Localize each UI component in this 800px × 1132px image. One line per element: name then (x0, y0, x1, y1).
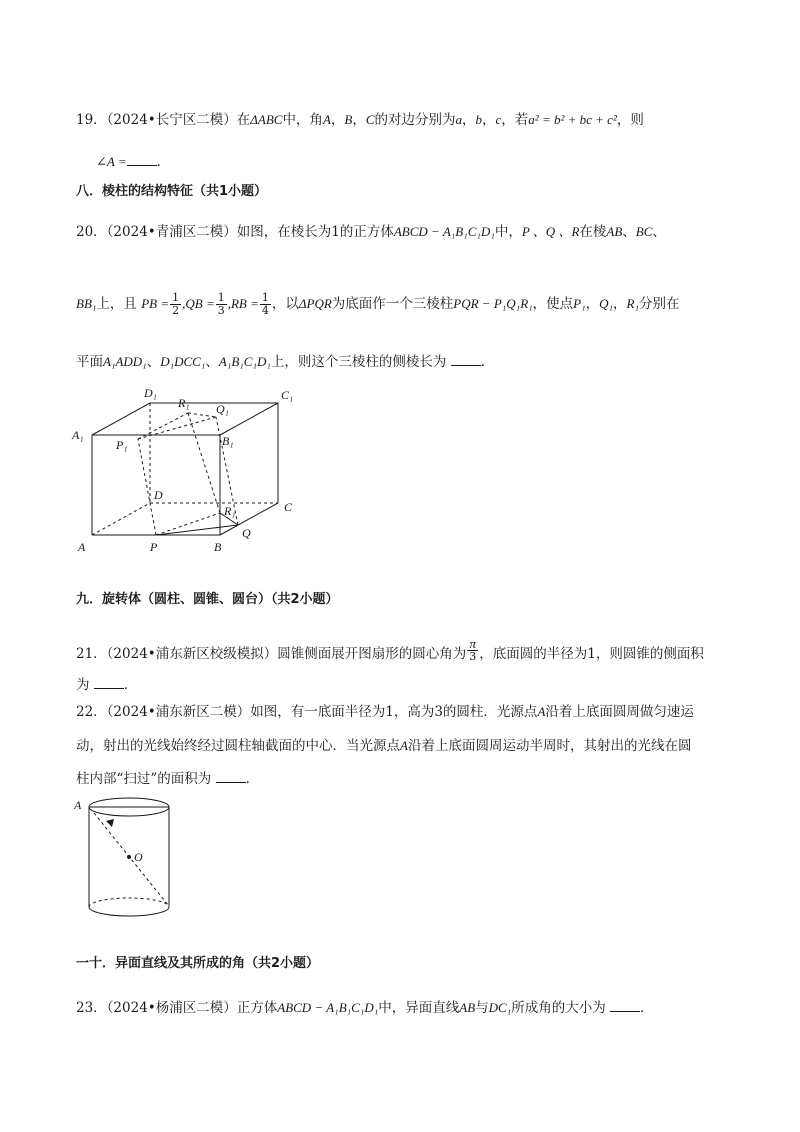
q20-on-end: 上，且 (96, 296, 137, 312)
q20-plane-2: D₁DCC₁ (160, 354, 206, 369)
q23-edge-dc1: DC₁ (488, 1000, 512, 1015)
q19-then: ，则 (616, 112, 644, 128)
q20-make: ，使点 (532, 296, 574, 312)
cylinder-bottom-front (89, 907, 169, 916)
q19-side-b: b (475, 112, 483, 127)
q20-p1: P₁ (573, 296, 586, 311)
question-22-line-3 (76, 769, 259, 789)
q19-source: 19．（2024•长宁区二模）在 (76, 112, 251, 128)
q19-text-2: 的对边分别为 (374, 112, 456, 128)
question-19-line-2 (96, 152, 170, 172)
q19-side-a: a (455, 112, 463, 127)
q23-end: ． (640, 1000, 654, 1016)
question-21-line-1 (76, 638, 704, 664)
light-ray (94, 813, 168, 905)
q22-text-1: 22．（2024•浦东新区二模）如图，有一底面半径为1，高为3的圆柱．光源点 (76, 704, 538, 720)
q20-source: 20．（2024•青浦区二模）如图，在棱长为1的正方体 (76, 224, 394, 240)
q20-rb-fraction (260, 292, 271, 317)
q19-angle-b: B (344, 112, 353, 127)
q21-line2: 为 (76, 677, 90, 693)
q21-fraction (467, 638, 478, 663)
label-r: R₁ (224, 504, 236, 518)
q20-qb: ,QB = (182, 296, 215, 311)
center-point (127, 855, 131, 859)
q20-qb-den: 3 (217, 304, 225, 317)
edge-pr (156, 513, 220, 535)
q20-pb: PB = (141, 296, 170, 311)
section-9-heading: 九．旋转体（圆柱、圆锥、圆台）（共2小题） (76, 592, 339, 607)
q19-equation: a² = b² + bc + c² (528, 112, 617, 127)
q20-q1: Q₁ (599, 296, 614, 311)
q23-rest: 所成角的大小为 (511, 1000, 606, 1016)
q19-angle-a: A (322, 112, 331, 127)
q23-cube: ABCD − A₁B₁C₁D₁ (277, 1000, 379, 1015)
question-21-line-2 (76, 675, 137, 695)
q21-source: 21．（2024•浦东新区校级模拟）圆锥侧面展开图扇形的圆心角为 (76, 646, 467, 662)
question-22-line-1 (76, 702, 694, 722)
edge-pp1 (138, 439, 156, 535)
q20-rb-num: 1 (261, 291, 269, 304)
question-20-line-1: 20．（2024•青浦区二模）如图，在棱长为1的正方体ABCD − A₁B₁C₁D₁中，P 、Q 、R在棱AB、BC、 (76, 224, 666, 240)
q20-cube: ABCD − A₁B₁C₁D₁ (393, 224, 495, 239)
q19-triangle: ΔABC (250, 112, 283, 127)
q20-qb-fraction (216, 292, 227, 317)
q20-pb-fraction (170, 292, 181, 317)
label-p1: P₁ (116, 438, 128, 452)
q19-side-c: c (495, 112, 502, 127)
label-a: A (74, 798, 82, 812)
label-c1: C₁ (281, 388, 294, 402)
q20-edge-bb1: BB₁ (76, 296, 97, 311)
q20-text: 中， (494, 224, 522, 240)
q21-frac-den: 3 (469, 650, 477, 663)
q20-take: ，以 (271, 296, 299, 312)
q20-answer-blank[interactable] (451, 353, 481, 366)
label-o: O (134, 850, 143, 864)
edge-pq (156, 525, 238, 535)
q19-angle-c: C (365, 112, 375, 127)
q20-on: 在棱 (579, 224, 607, 240)
question-23-line-1 (76, 998, 654, 1018)
q20-points: P 、Q 、R (521, 224, 580, 239)
label-b1: B₁ (222, 434, 234, 448)
section-10-heading: 一十．异面直线及其所成的角（共2小题） (76, 956, 320, 971)
q21-answer-blank[interactable] (94, 676, 124, 689)
label-d1: D₁ (144, 386, 157, 400)
q19-answer-prefix: ∠A = (96, 154, 127, 169)
label-p: P (150, 540, 158, 554)
q19-if: ，若 (501, 112, 529, 128)
cylinder-figure (70, 795, 190, 925)
q21-end: ． (123, 677, 138, 693)
label-q: Q (242, 526, 251, 540)
arrow-icon (106, 819, 114, 827)
q20-rb: ,RB = (227, 296, 259, 311)
edge-rr1 (188, 413, 220, 513)
q22-text-3: 柱内部“扫过”的面积为 (76, 771, 212, 787)
q21-rest: ，底面圆的半径为1，则圆锥的侧面积 (479, 646, 704, 662)
q20-pb-num: 1 (172, 291, 180, 304)
q23-with: 与 (475, 1000, 489, 1016)
question-20-line-3: 平面A₁ADD₁、D₁DCC₁、A₁B₁C₁D₁上，则这个三棱柱的侧棱长为 ． (76, 354, 495, 370)
q20-plane-post: 上，则这个三棱柱的侧棱长为 (270, 354, 447, 370)
q20-triangle: ΔPQR (298, 296, 332, 311)
q22-end: ． (245, 771, 260, 787)
q19-end: ． (156, 154, 171, 170)
q23-mid: 中，异面直线 (378, 1000, 460, 1016)
q20-edge-ab: AB (606, 224, 623, 239)
q23-edge-ab: AB (459, 1000, 476, 1015)
q20-prism: PQR − P₁Q₁R₁ (453, 296, 533, 311)
q22-text-2: 动，射出的光线始终经过圆柱轴截面的中心．当光源点 (76, 738, 400, 754)
q23-source: 23．（2024•杨浦区二模）正方体 (76, 1000, 278, 1016)
q20-plane-1: A₁ADD₁ (103, 354, 147, 369)
q20-base: 为底面作一个三棱柱 (331, 296, 454, 312)
label-d: D (154, 488, 163, 502)
q23-answer-blank[interactable] (610, 999, 640, 1012)
section-8-heading: 八．棱柱的结构特征（共1小题） (76, 184, 268, 199)
label-q1: Q₁ (216, 402, 229, 416)
q20-end: ． (480, 354, 495, 370)
label-a: A (78, 540, 86, 554)
q20-r1: R₁ (626, 296, 640, 311)
q20-plane-pre: 平面 (76, 354, 103, 370)
q19-text: 中，角 (282, 112, 323, 128)
q21-frac-num: π (467, 638, 478, 651)
label-a1: A₁ (72, 428, 84, 442)
q22-point-a: A (537, 704, 546, 719)
q22-point-a-2: A (400, 738, 408, 753)
edge-r1q1 (188, 413, 216, 417)
q19-answer-blank[interactable] (127, 153, 157, 166)
edge-a1d1 (92, 403, 150, 435)
question-19-line-1: 19．（2024•长宁区二模）在ΔABC中，角A，B，C的对边分别为a，b，c，若a² = b² + bc + c²，则 (76, 112, 644, 128)
label-c: C (284, 500, 293, 514)
q20-qb-num: 1 (217, 291, 225, 304)
cylinder-bottom-back (89, 898, 169, 907)
q22-text-2b: 沿着上底面圆周运动半周时，其射出的光线在圆 (407, 738, 692, 754)
q20-rb-den: 4 (261, 304, 269, 317)
question-20-line-2: BB₁上，且 PB = $\frac{1}{2}$ ,QB = $\frac{1}{3}$ ,RB = $\frac{1}{4}$ ，以ΔPQR为底面作一个三棱柱PQR − P₁Q₁R₁，使点P₁，Q₁，R₁分别在 (76, 291, 680, 317)
q20-plane-3: A₁B₁C₁D₁ (218, 354, 271, 369)
label-r1: R₁ (178, 396, 190, 410)
label-b: B (214, 540, 222, 554)
q22-answer-blank[interactable] (216, 770, 246, 783)
cube-figure (70, 385, 310, 565)
q20-pb-den: 2 (172, 304, 180, 317)
q20-edge-bc: BC (635, 224, 653, 239)
q20-sep: 分别在 (639, 296, 680, 312)
question-22-line-2 (76, 736, 691, 756)
edge-ad (92, 503, 150, 535)
q22-text-1b: 沿着上底面圆周做匀速运 (545, 704, 694, 720)
